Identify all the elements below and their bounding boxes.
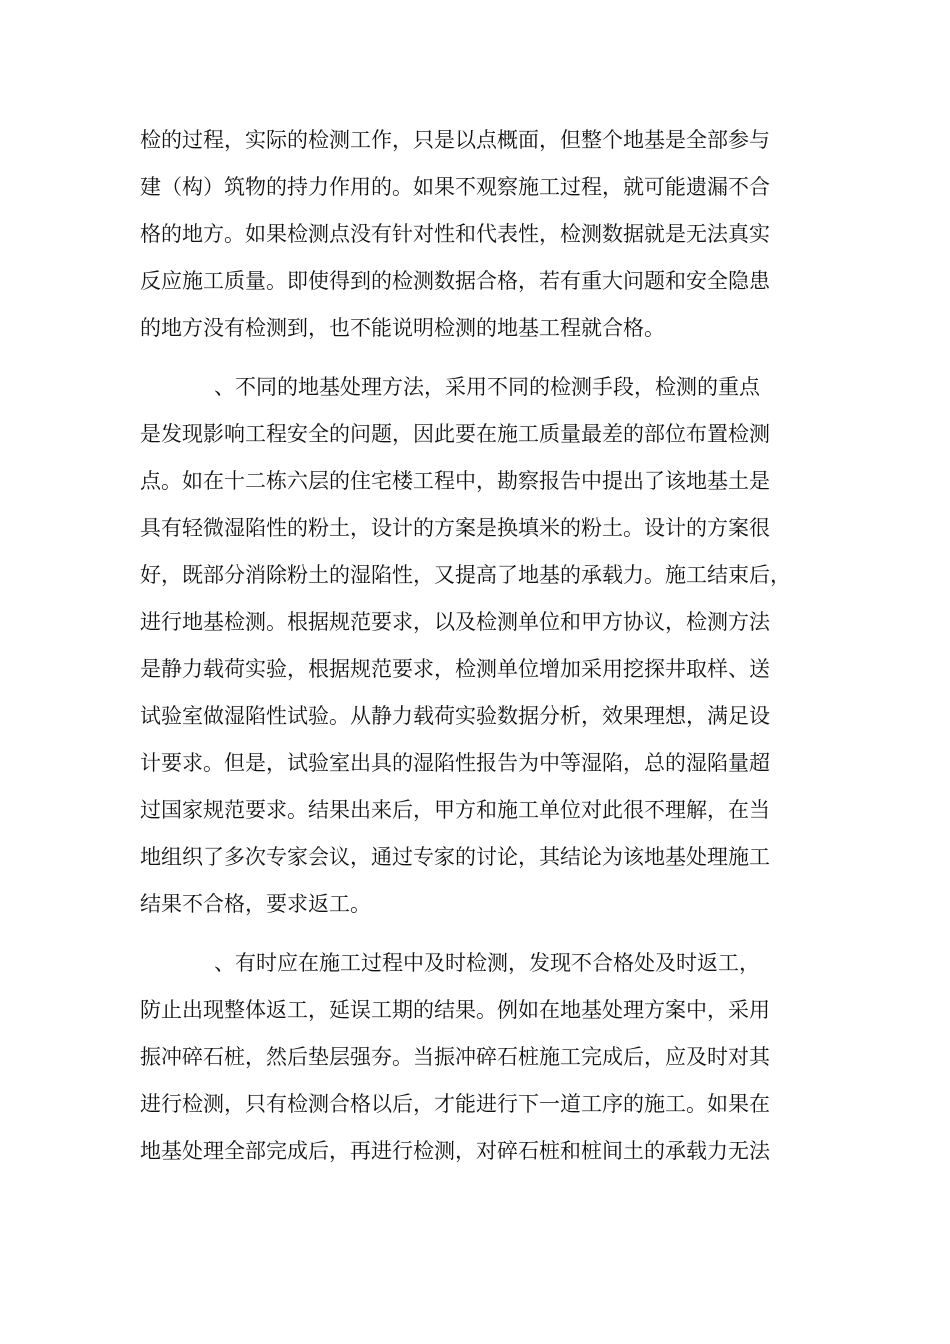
text-line: 地组织了多次专家会议，通过专家的讨论，其结论为该地基处理施工 xyxy=(140,845,770,869)
text-line: 地基处理全部完成后，再进行检测，对碎石桩和桩间土的承载力无法 xyxy=(140,1139,770,1163)
paragraph-first-line: 、有时应在施工过程中及时检测，发现不合格处及时返工， xyxy=(214,951,760,975)
text-line: 点。如在十二栋六层的住宅楼工程中，勘察报告中提出了该地基土是 xyxy=(140,469,770,493)
text-line: 防止出现整体返工，延误工期的结果。例如在地基处理方案中，采用 xyxy=(140,998,770,1022)
text-line: 格的地方。如果检测点没有针对性和代表性，检测数据就是无法真实 xyxy=(140,222,770,246)
text-line: 试验室做湿陷性试验。从静力载荷实验数据分析，效果理想，满足设 xyxy=(140,704,770,728)
text-line: 建（构）筑物的持力作用的。如果不观察施工过程，就可能遗漏不合 xyxy=(140,175,770,199)
text-line: 进行检测，只有检测合格以后，才能进行下一道工序的施工。如果在 xyxy=(140,1092,770,1116)
text-line: 的地方没有检测到，也不能说明检测的地基工程就合格。 xyxy=(140,316,665,340)
text-line: 是发现影响工程安全的问题，因此要在施工质量最差的部位布置检测 xyxy=(140,422,770,446)
text-line: 反应施工质量。即使得到的检测数据合格，若有重大问题和安全隐患 xyxy=(140,269,770,293)
text-line: 振冲碎石桩，然后垫层强夯。当振冲碎石桩施工完成后，应及时对其 xyxy=(140,1045,770,1069)
text-line: 好，既部分消除粉土的湿陷性，又提高了地基的承载力。施工结束后， xyxy=(140,563,791,587)
text-line: 进行地基检测。根据规范要求，以及检测单位和甲方协议，检测方法 xyxy=(140,610,770,634)
text-line: 结果不合格，要求返工。 xyxy=(140,892,371,916)
text-line: 检的过程，实际的检测工作，只是以点概面，但整个地基是全部参与 xyxy=(140,128,770,152)
paragraph-first-line: 、不同的地基处理方法，采用不同的检测手段，检测的重点 xyxy=(214,375,760,399)
text-line: 过国家规范要求。结果出来后，甲方和施工单位对此很不理解，在当 xyxy=(140,798,770,822)
text-line: 具有轻微湿陷性的粉土，设计的方案是换填米的粉土。设计的方案很 xyxy=(140,516,770,540)
text-line: 是静力载荷实验，根据规范要求，检测单位增加采用挖探井取样、送 xyxy=(140,657,770,681)
text-line: 计要求。但是，试验室出具的湿陷性报告为中等湿陷，总的湿陷量超 xyxy=(140,751,770,775)
